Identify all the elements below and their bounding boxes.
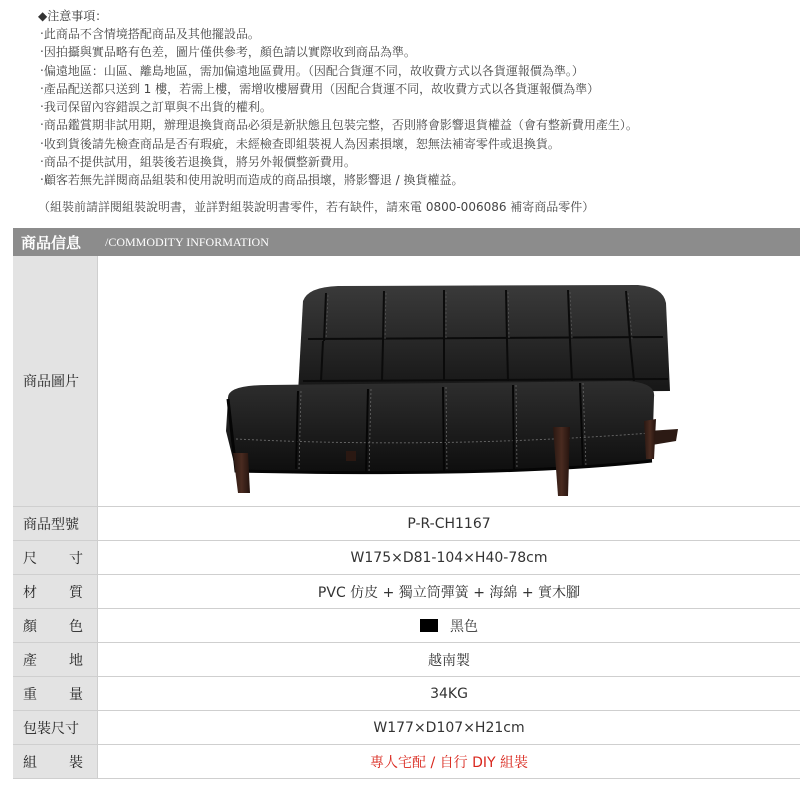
commodity-info-header (13, 228, 800, 256)
spec-row-material (13, 575, 800, 609)
spec-label: 商品型號 (13, 507, 98, 540)
note-item: ‧商品鑑賞期非試用期，辦理退換貨商品必須是新狀態且包裝完整，否則將會影響退貨權益（會有整新費用產生）。 (40, 118, 638, 133)
spec-label (13, 745, 98, 778)
note-item: ‧收到貨後請先檢查商品是否有瑕疵，未經檢查即組裝視人為因素損壞，恕無法補寄零件或退換貨。 (40, 136, 560, 151)
spec-value: W175×D81-104×H40-78cm (350, 549, 548, 566)
note-item: ‧我司保留內容錯誤之訂單與不出貨的權利。 (40, 100, 272, 115)
spec-value: P-R-CH1167 (407, 515, 491, 532)
spec-label-char: 量 (69, 686, 83, 703)
spec-label-char: 寸 (69, 550, 83, 567)
spec-row-weight (13, 677, 800, 711)
spec-row-size (13, 541, 800, 575)
spec-label: 包裝尺寸 (13, 711, 98, 744)
product-image-label: 商品圖片 (13, 256, 98, 506)
spec-row-color (13, 609, 800, 643)
spec-label-char: 色 (69, 618, 83, 635)
spec-row-package-size (13, 711, 800, 745)
spec-label (13, 575, 98, 608)
spec-label-char: 裝 (69, 754, 83, 771)
spec-value-assembly: 專人宅配 / 自行 DIY 組裝 (370, 754, 528, 771)
note-item: ‧因拍攝與實品略有色差，圖片僅供參考，顏色請以實際收到商品為準。 (40, 45, 416, 60)
notes-list (40, 25, 638, 190)
header-title-en: /COMMODITY INFORMATION (105, 235, 269, 249)
spec-label-char: 顏 (23, 618, 37, 635)
note-item: ‧產品配送都只送到 1 樓，若需上樓，需增收樓層費用（因配合貨運不同，故收費方式以各貨運報價為準） (40, 81, 600, 96)
spec-label-char: 組 (23, 754, 37, 771)
spec-value: W177×D107×H21cm (373, 719, 525, 736)
spec-label (13, 677, 98, 710)
spec-label (13, 643, 98, 676)
spec-label (13, 541, 98, 574)
spec-label-char: 地 (69, 652, 83, 669)
notes-heading: ◆注意事項： (38, 9, 108, 23)
spec-value-color (98, 609, 800, 642)
color-name: 黑色 (450, 618, 478, 635)
sofa-image (208, 281, 698, 496)
spec-row-assembly (13, 745, 800, 779)
note-item: ‧此商品不含情境搭配商品及其他擺設品。 (40, 27, 260, 41)
spec-label-char: 尺 (23, 550, 37, 567)
commodity-info-table (13, 228, 800, 800)
color-swatch (420, 619, 438, 632)
assembly-note: （組裝前請詳閱組裝說明書，並詳對組裝說明書零件，若有缺件，請來電 0800-006086 補寄商品零件） (38, 200, 595, 214)
note-item: ‧顧客若無先詳閱商品組裝和使用說明而造成的商品損壞，將影響退 / 換貨權益。 (40, 173, 464, 188)
note-item: ‧偏遠地區：山區、離島地區，需加偏遠地區費用。（因配合貨運不同，故收費方式以各貨運報價為準。） (40, 63, 584, 78)
spec-label-char: 產 (23, 652, 37, 669)
spec-label-char: 重 (23, 686, 37, 703)
spec-value: 越南製 (428, 652, 470, 669)
spec-label-char: 質 (69, 584, 83, 601)
notes-section (0, 0, 800, 225)
product-image-row (13, 256, 800, 507)
spec-row-origin (13, 643, 800, 677)
note-item: ‧商品不提供試用，組裝後若退換貨，將另外報價整新費用。 (40, 155, 356, 170)
spec-label (13, 609, 98, 642)
spec-row-model (13, 507, 800, 541)
spec-value: 34KG (430, 685, 468, 702)
header-title-zh: 商品信息 (21, 234, 82, 252)
spec-value: PVC 仿皮 + 獨立筒彈簧 + 海綿 + 實木腳 (317, 584, 581, 601)
spec-label-char: 材 (23, 584, 37, 601)
